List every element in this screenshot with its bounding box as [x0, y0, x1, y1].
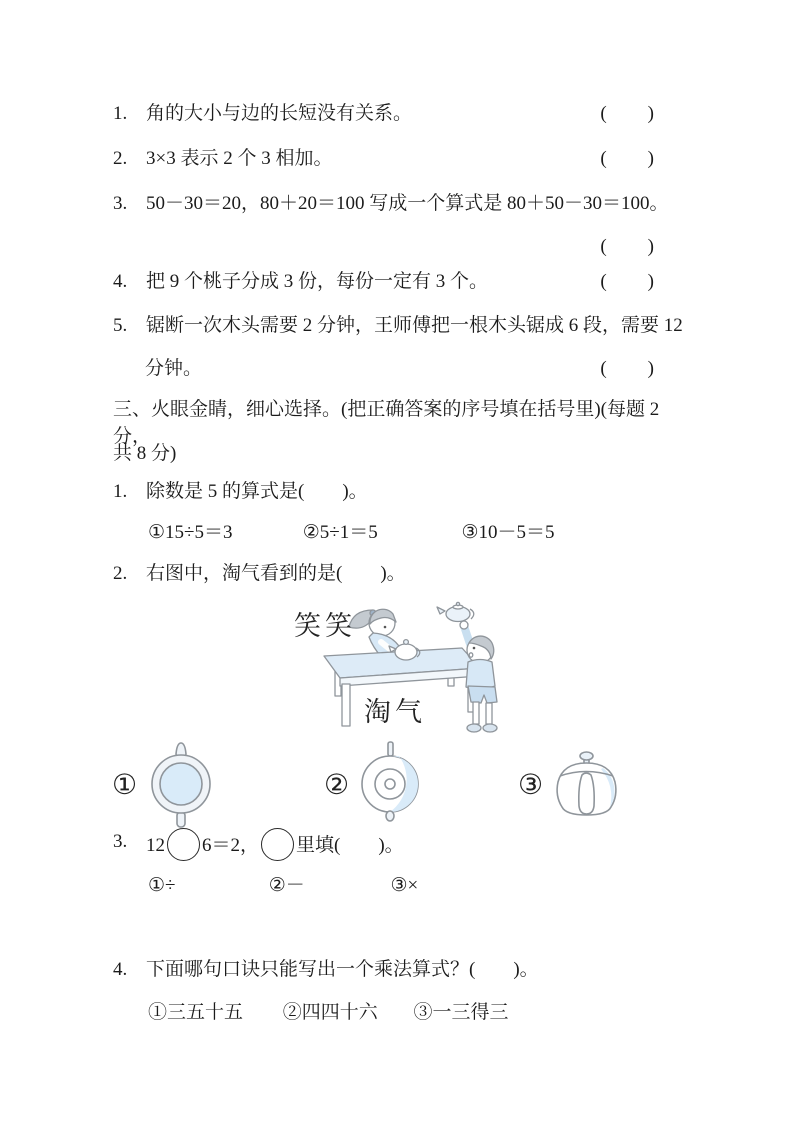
operation-circle: [261, 828, 294, 861]
section-three-heading-line2: [113, 440, 698, 467]
answer-blank: ( ): [600, 271, 655, 292]
equation-post: 里填( )。: [296, 835, 404, 856]
option-2: ②四四十六: [282, 1002, 378, 1023]
judgement-question-3: [113, 190, 698, 217]
teapot-bottom-view-icon: [345, 738, 437, 830]
teapot-top-view-icon: [133, 738, 227, 830]
judgement-question-5-line2: [145, 355, 655, 382]
question-number: 3.: [113, 193, 128, 214]
option-2: ②－: [268, 875, 305, 896]
answer-blank: ( ): [600, 236, 655, 257]
option-3: ③×: [390, 875, 419, 896]
option-1: ①三五十五: [148, 1002, 244, 1023]
choice-question-4: [113, 956, 698, 983]
equation-pre: 12: [146, 835, 165, 856]
option-3: ③一三得三: [413, 1002, 509, 1023]
question-text: 分钟。: [145, 358, 203, 379]
circled-number-2: ②: [324, 767, 350, 801]
choice-question-3-options: [148, 872, 733, 899]
question-number: 4.: [113, 959, 128, 980]
question-text: 角的大小与边的长短没有关系。: [146, 103, 413, 124]
choice-question-3: [113, 828, 698, 861]
answer-blank: ( ): [600, 358, 655, 379]
question-text: 右图中，淘气看到的是( )。: [146, 563, 406, 584]
girl-name-label: 笑笑: [294, 611, 356, 641]
choice-question-1: [113, 478, 698, 505]
operation-circle: [167, 828, 200, 861]
answer-blank: ( ): [600, 148, 655, 169]
teapot-options-row: [0, 736, 793, 832]
judgement-question-1: [113, 100, 655, 127]
teapot-option-1: [112, 738, 227, 830]
illustration-kids-and-teapot: [278, 596, 518, 748]
answer-blank: ( ): [600, 103, 655, 124]
option-1: ①÷: [148, 875, 176, 896]
option-3: ③10－5＝5: [461, 522, 555, 543]
circled-number-1: ①: [112, 767, 138, 801]
question-text: 把 9 个桃子分成 3 份，每份一定有 3 个。: [146, 271, 489, 292]
question-text: 3×3 表示 2 个 3 相加。: [146, 148, 333, 169]
boy-name-label: 淘气: [364, 697, 426, 727]
judgement-question-5-line1: [113, 312, 698, 339]
judgement-question-3-blank-row: [113, 233, 655, 260]
option-2: ②5÷1＝5: [302, 522, 378, 543]
question-text: 下面哪句口诀只能写出一个乘法算式？( )。: [146, 959, 539, 980]
teapot-option-3: [518, 742, 635, 826]
question-number: 5.: [113, 315, 128, 336]
question-number: 1.: [113, 103, 128, 124]
judgement-question-2: [113, 145, 655, 172]
teapot-option-2: [324, 738, 437, 830]
question-number: 2.: [113, 563, 128, 584]
teapot-front-view-icon: [539, 742, 635, 826]
equation-mid: 6＝2，: [202, 835, 260, 856]
judgement-question-4: [113, 268, 655, 295]
question-number: 1.: [113, 481, 128, 502]
choice-question-1-options: [148, 519, 733, 546]
option-1: ①15÷5＝3: [148, 522, 233, 543]
choice-question-4-options: [148, 999, 733, 1026]
section-heading-text: 三、火眼金睛，细心选择。(把正确答案的序号填在括号里)(每题 2 分，: [113, 399, 660, 447]
question-number: 2.: [113, 148, 128, 169]
section-heading-text: 共 8 分): [113, 443, 177, 464]
question-text: 锯断一次木头需要 2 分钟，王师傅把一根木头锯成 6 段，需要 12: [146, 315, 683, 336]
choice-question-2: [113, 560, 698, 587]
circled-number-3: ③: [518, 767, 544, 801]
question-text: [146, 828, 698, 861]
question-text: 除数是 5 的算式是( )。: [146, 481, 368, 502]
question-text: 50－30＝20，80＋20＝100 写成一个算式是 80＋50－30＝100。: [146, 193, 669, 214]
question-number: 3.: [113, 831, 128, 852]
question-number: 4.: [113, 271, 128, 292]
